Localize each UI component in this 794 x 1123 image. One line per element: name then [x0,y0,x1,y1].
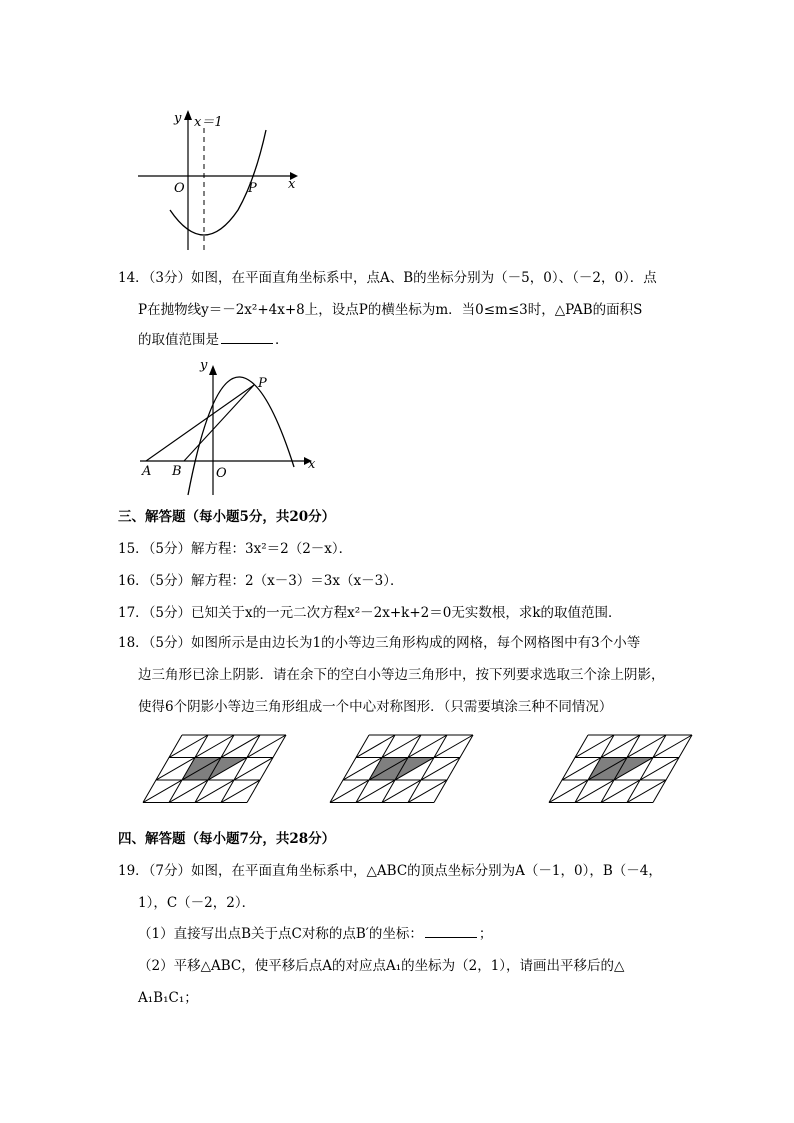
q17-text: 17．（5分）已知关于x的一元二次方程x²－2x+k+2＝0无实数根，求k的取值范围． [118,605,622,621]
axis-of-symmetry-label: x＝1 [194,115,223,130]
q15-text: 15．（5分）解方程：3x²＝2（2－x）． [118,541,353,557]
x-label: x [308,457,316,472]
grid-antidiagonal-line [169,735,286,803]
q14-line3-prefix: 的取值范围是 [138,332,219,348]
q19-line1: 19．（7分）如图，在平面直角坐标系中，△ABC的顶点坐标分别为A（－1，0），B（－4， [118,863,662,879]
q14-line1: 14．（3分）如图，在平面直角坐标系中，点A、B的坐标分别为（－5，0）、（－2，0）．点 [118,270,657,286]
q14-line3 [138,331,289,349]
grid-antidiagonal-line [169,735,208,758]
grid-antidiagonal-line [356,735,395,758]
answer-blank[interactable] [425,925,477,938]
segment-pa [146,385,254,461]
x-label: x [288,177,296,192]
grid-antidiagonal-line [575,735,692,803]
point-b-label: B [172,464,182,479]
q19-line2: 1），C（－2，2）． [138,895,256,911]
grid-antidiagonal-line [330,735,447,803]
grid-antidiagonal-line [143,735,260,803]
section3-heading: 三、解答题（每小题5分，共20分） [118,509,336,525]
triangle-grid-2 [328,734,458,810]
q16-text: 16．（5分）解方程：2（x－3）＝3x（x－3）． [118,573,404,589]
grid-antidiagonal-line [356,735,473,803]
q14-line3-suffix: ． [275,332,289,348]
grid-antidiagonal-line [627,780,666,803]
point-p-label: P [248,181,257,196]
grid-antidiagonal-line [221,780,260,803]
graph-parabola-triangle [136,355,336,500]
grid-antidiagonal-line [549,735,666,803]
q19-part2-line2: A₁B₁C₁； [138,990,198,1006]
y-label: y [174,111,182,126]
grid-antidiagonal-line [575,735,614,758]
triangle-grid-1 [141,734,271,810]
q18-line2: 边三角形已涂上阴影．请在余下的空白小等边三角形中，按下列要求选取三个涂上阴影， [138,667,665,683]
graph-parabola-axis [130,100,310,260]
q19-part1 [138,925,492,943]
q18-line1: 18．（5分）如图所示是由边长为1的小等边三角形构成的网格，每个网格图中有3个小等 [118,635,641,651]
origin-label: O [174,181,185,196]
point-a-label: A [142,464,152,479]
y-axis-arrow [209,365,217,375]
y-axis-arrow [184,110,192,120]
section4-heading: 四、解答题（每小题7分，共28分） [118,831,336,847]
q19-part1-prefix: （1）直接写出点B关于点C对称的点B′的坐标： [138,926,423,942]
q14-line2: P在抛物线y＝－2x²+4x+8上，设点P的横坐标为m．当0≤m≤3时，△PAB的面积S [138,302,643,318]
y-label: y [200,358,208,373]
q18-line3: 使得6个阴影小等边三角形组成一个中心对称图形．（只需要填涂三种不同情况） [138,699,613,715]
segment-pb [184,385,254,461]
grid-antidiagonal-line [408,780,447,803]
q19-part1-suffix: ； [478,926,493,942]
q19-part2-line1: （2）平移△ABC，使平移后点A的对应点A₁的坐标为（2，1），请画出平移后的△ [138,958,625,974]
origin-label: O [216,466,227,481]
answer-blank[interactable] [221,331,273,344]
point-p-label: P [258,376,267,391]
triangle-grid-3 [547,734,677,810]
